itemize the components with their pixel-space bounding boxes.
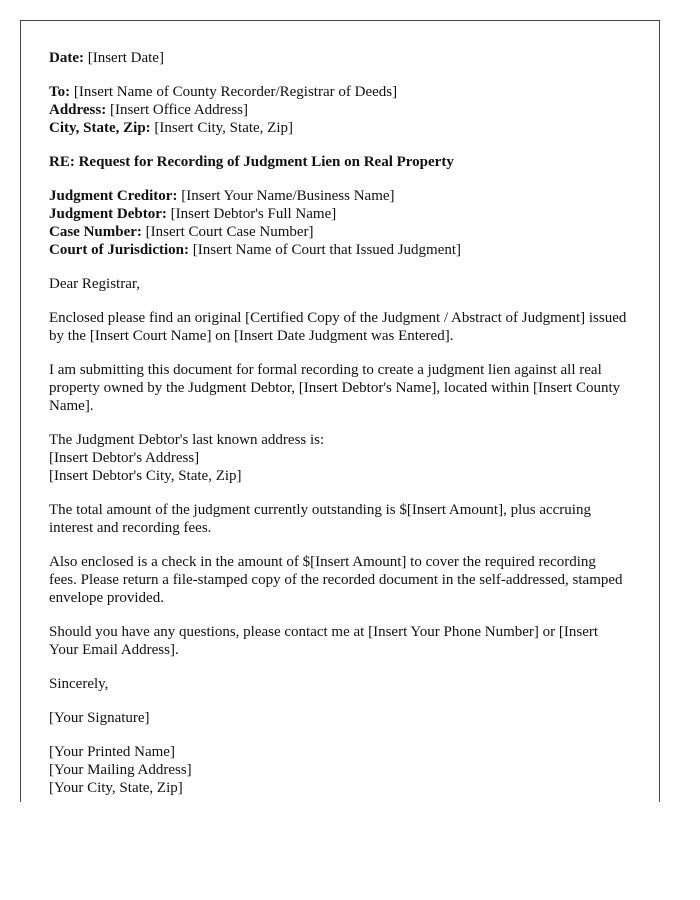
subject-line xyxy=(49,153,627,171)
letter-content xyxy=(49,49,627,813)
debtor-label: Judgment Debtor: xyxy=(49,206,167,222)
address-label: Address: xyxy=(49,102,107,118)
printed-name: [Your Printed Name] xyxy=(49,744,175,760)
sender-city: [Your City, State, Zip] xyxy=(49,780,183,796)
sign-off: Sincerely, xyxy=(49,676,109,692)
salutation: Dear Registrar, xyxy=(49,276,141,292)
debtor-address-block xyxy=(49,431,627,485)
city-value: [Insert City, State, Zip] xyxy=(154,120,294,136)
debtor-value: [Insert Debtor's Full Name] xyxy=(170,206,337,222)
creditor-value: [Insert Your Name/Business Name] xyxy=(181,188,395,204)
city-label: City, State, Zip: xyxy=(49,120,151,136)
paragraph-amount: The total amount of the judgment currently outstanding is $[Insert Amount], plus accruing interest and recording fees. xyxy=(49,502,591,536)
paragraph-purpose: I am submitting this document for formal recording to create a judgment lien against all real property owned by the Judgment Debtor, [Insert Debtor's Name], located within [Insert County Name]. xyxy=(49,362,621,414)
date-value: [Insert Date] xyxy=(87,50,164,66)
creditor-label: Judgment Creditor: xyxy=(49,188,178,204)
case-label: Case Number: xyxy=(49,224,142,240)
to-label: To: xyxy=(49,84,71,100)
recipient-block xyxy=(49,83,627,137)
paragraph-fees: Also enclosed is a check in the amount of $[Insert Amount] to cover the required recording fees. Please return a file-stamped copy of the recorded document in the self-addressed, stamped envelope provided. xyxy=(49,554,623,606)
signature: [Your Signature] xyxy=(49,710,150,726)
to-value: [Insert Name of County Recorder/Registrar of Deeds] xyxy=(73,84,398,100)
mailing-address: [Your Mailing Address] xyxy=(49,762,192,778)
date-label: Date: xyxy=(49,50,84,66)
paragraph-enclosure: Enclosed please find an original [Certified Copy of the Judgment / Abstract of Judgment] issued by the [Insert Court Name] on [Insert Date Judgment was Entered]. xyxy=(49,310,627,344)
date-line xyxy=(49,49,627,67)
subject-text: RE: Request for Recording of Judgment Lien on Real Property xyxy=(49,154,454,170)
court-label: Court of Jurisdiction: xyxy=(49,242,189,258)
debtor-city: [Insert Debtor's City, State, Zip] xyxy=(49,468,242,484)
debtor-address-intro: The Judgment Debtor's last known address is: xyxy=(49,432,325,448)
case-value: [Insert Court Case Number] xyxy=(145,224,314,240)
sender-block xyxy=(49,743,627,797)
case-info-block xyxy=(49,187,627,259)
letter-page xyxy=(20,20,660,802)
court-value: [Insert Name of Court that Issued Judgment] xyxy=(192,242,462,258)
debtor-address: [Insert Debtor's Address] xyxy=(49,450,200,466)
address-value: [Insert Office Address] xyxy=(109,102,248,118)
paragraph-contact: Should you have any questions, please contact me at [Insert Your Phone Number] or [Insert Your Email Address]. xyxy=(49,624,599,658)
